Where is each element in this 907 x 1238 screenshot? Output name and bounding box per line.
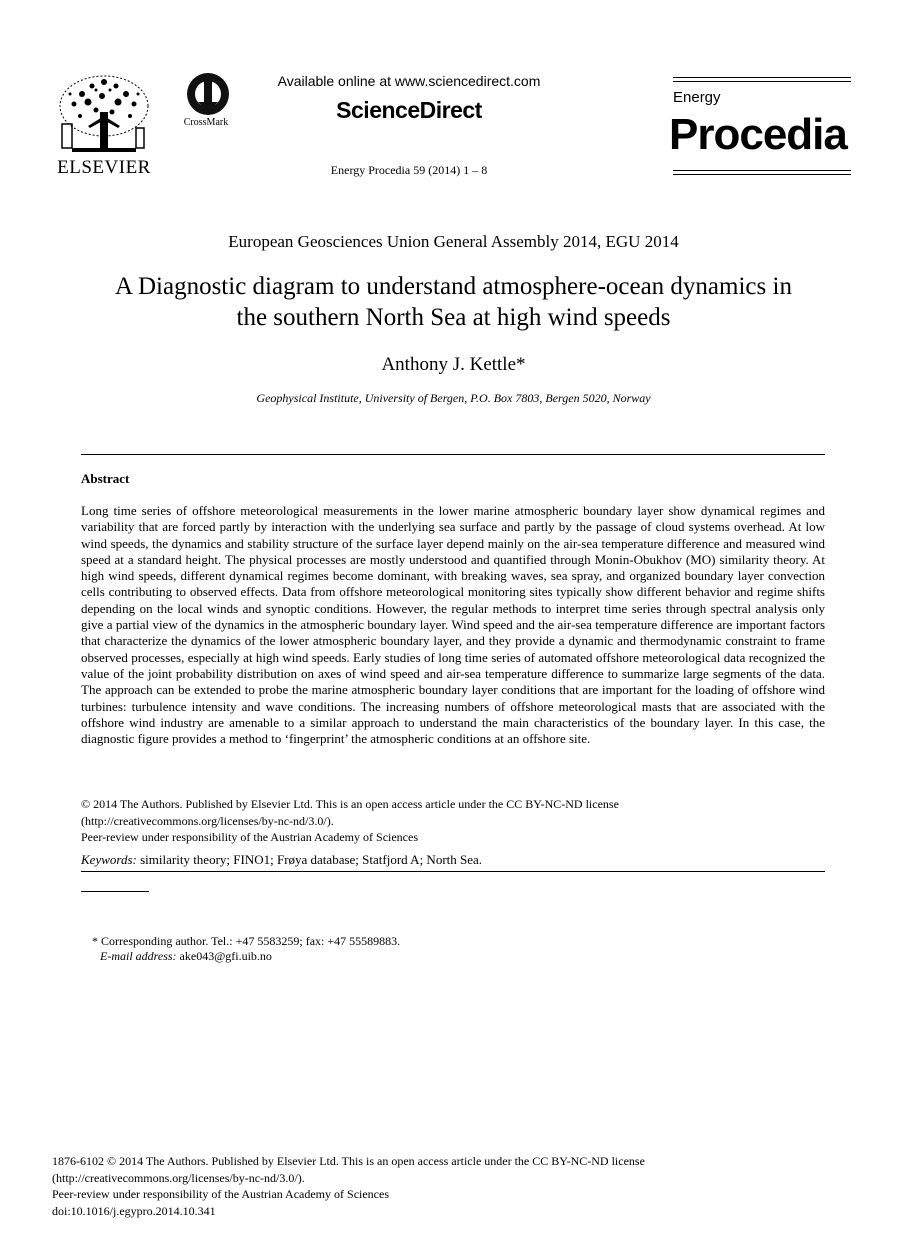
abstract-text: Long time series of offshore meteorological measurements in the lower marine atmospheric boundary layer show dynamical regimes and variability that are forced partly by interaction with the underlying sea surface and partly by the passage of cloud systems overhead. At low wind speeds, the dynamics and stability structure of the surface layer depend mainly on the air-sea temperature difference and measured wind speed at a standard height. The physical processes are mostly understood and quantified through Monin-Obukhov (MO) similarity theory. At high wind speeds, different dynamical regimes become dominant, with breaking waves, sea spray, and organized boundary layer convection cells contributing to observed effects. Data from offshore meteorological monitoring sites typically show different behavior and regime shifts depending on the local winds and synoptic conditions. However, the regular methods to interpret time series through spectral analysis only give a partial view of the dynamics in the atmospheric boundary layer. Wind speed and the air-sea temperature difference are important factors that characterize the dynamics of the lower atmospheric boundary layer, and they provide a dynamic and thermodynamic constraint to frame observed processes, especially at high wind speeds. Early studies of long time series of automated offshore meteorological data recognized the value of the joint probability distribution on axes of wind speed and air-sea temperature difference to summarize large segments of the data. The approach can be extended to probe the marine atmospheric boundary layer conditions that are important for the loading of offshore wind turbines: turbulence intensity and wave conditions. The increasing numbers of offshore meteorological masts that are associated with the offshore wind industry are amenable to a similar approach to understand the main characteristics of the boundary layer. In this case, the diagnostic figure provides a method to ‘fingerprint’ the atmospheric conditions at an offshore site. (81, 503, 825, 747)
author-affiliation: Geophysical Institute, University of Bergen, P.O. Box 7803, Bergen 5020, Norway (256, 391, 651, 405)
elsevier-tree-icon (52, 72, 156, 156)
license-block (81, 796, 825, 846)
article-title (60, 271, 847, 333)
abstract-heading: Abstract (81, 471, 130, 486)
footnote-divider (81, 891, 149, 892)
license-line: © 2014 The Authors. Published by Elsevier Ltd. This is an open access article under the CC BY-NC-ND license (81, 797, 619, 811)
footer-link[interactable]: (http://creativecommons.org/licenses/by-nc-nd/3.0/). (52, 1170, 305, 1185)
doi-line[interactable]: doi:10.1016/j.egypro.2014.10.341 (52, 1203, 216, 1218)
email-value[interactable]: ake043@gfi.uib.no (176, 949, 272, 963)
corresponding-author-note: * Corresponding author. Tel.: +47 5583259; fax: +47 55589883. (92, 934, 401, 948)
journal-logo-rule-top (673, 77, 851, 82)
divider (81, 871, 825, 872)
divider (81, 454, 825, 455)
page-footer (52, 1153, 852, 1219)
journal-logo-rule-bottom (673, 170, 851, 175)
title-line: the southern North Sea at high wind speeds (236, 304, 671, 331)
email-label: E-mail address: (100, 949, 177, 963)
journal-reference: Energy Procedia 59 (2014) 1 – 8 (330, 163, 488, 177)
conference-name: European Geosciences Union General Assembly 2014, EGU 2014 (228, 232, 679, 251)
email-line (100, 949, 272, 964)
crossmark-label: CrossMark (183, 117, 229, 128)
keywords-text: similarity theory; FINO1; Frøya database; Statfjord A; North Sea. (136, 852, 483, 867)
keywords-label: Keywords: (81, 852, 137, 867)
footer-line: Peer-review under responsibility of the Austrian Academy of Sciences (52, 1187, 389, 1201)
title-line: A Diagnostic diagram to understand atmosphere-ocean dynamics in (115, 273, 792, 300)
publisher-name: ELSEVIER (57, 157, 151, 178)
license-link[interactable]: (http://creativecommons.org/licenses/by-nc-nd/3.0/). (81, 813, 334, 828)
available-online-text[interactable]: Available online at www.sciencedirect.com (277, 73, 541, 89)
peer-review-line: Peer-review under responsibility of the Austrian Academy of Sciences (81, 830, 418, 844)
keywords-line (81, 852, 825, 868)
author-name: Anthony J. Kettle* (381, 354, 526, 375)
footer-line: 1876-6102 © 2014 The Authors. Published by Elsevier Ltd. This is an open access article under the CC BY-NC-ND license (52, 1154, 645, 1168)
journal-logo-small: Energy (673, 89, 721, 106)
sciencedirect-brand[interactable]: ScienceDirect (336, 97, 482, 123)
journal-logo-large: Procedia (669, 110, 847, 159)
